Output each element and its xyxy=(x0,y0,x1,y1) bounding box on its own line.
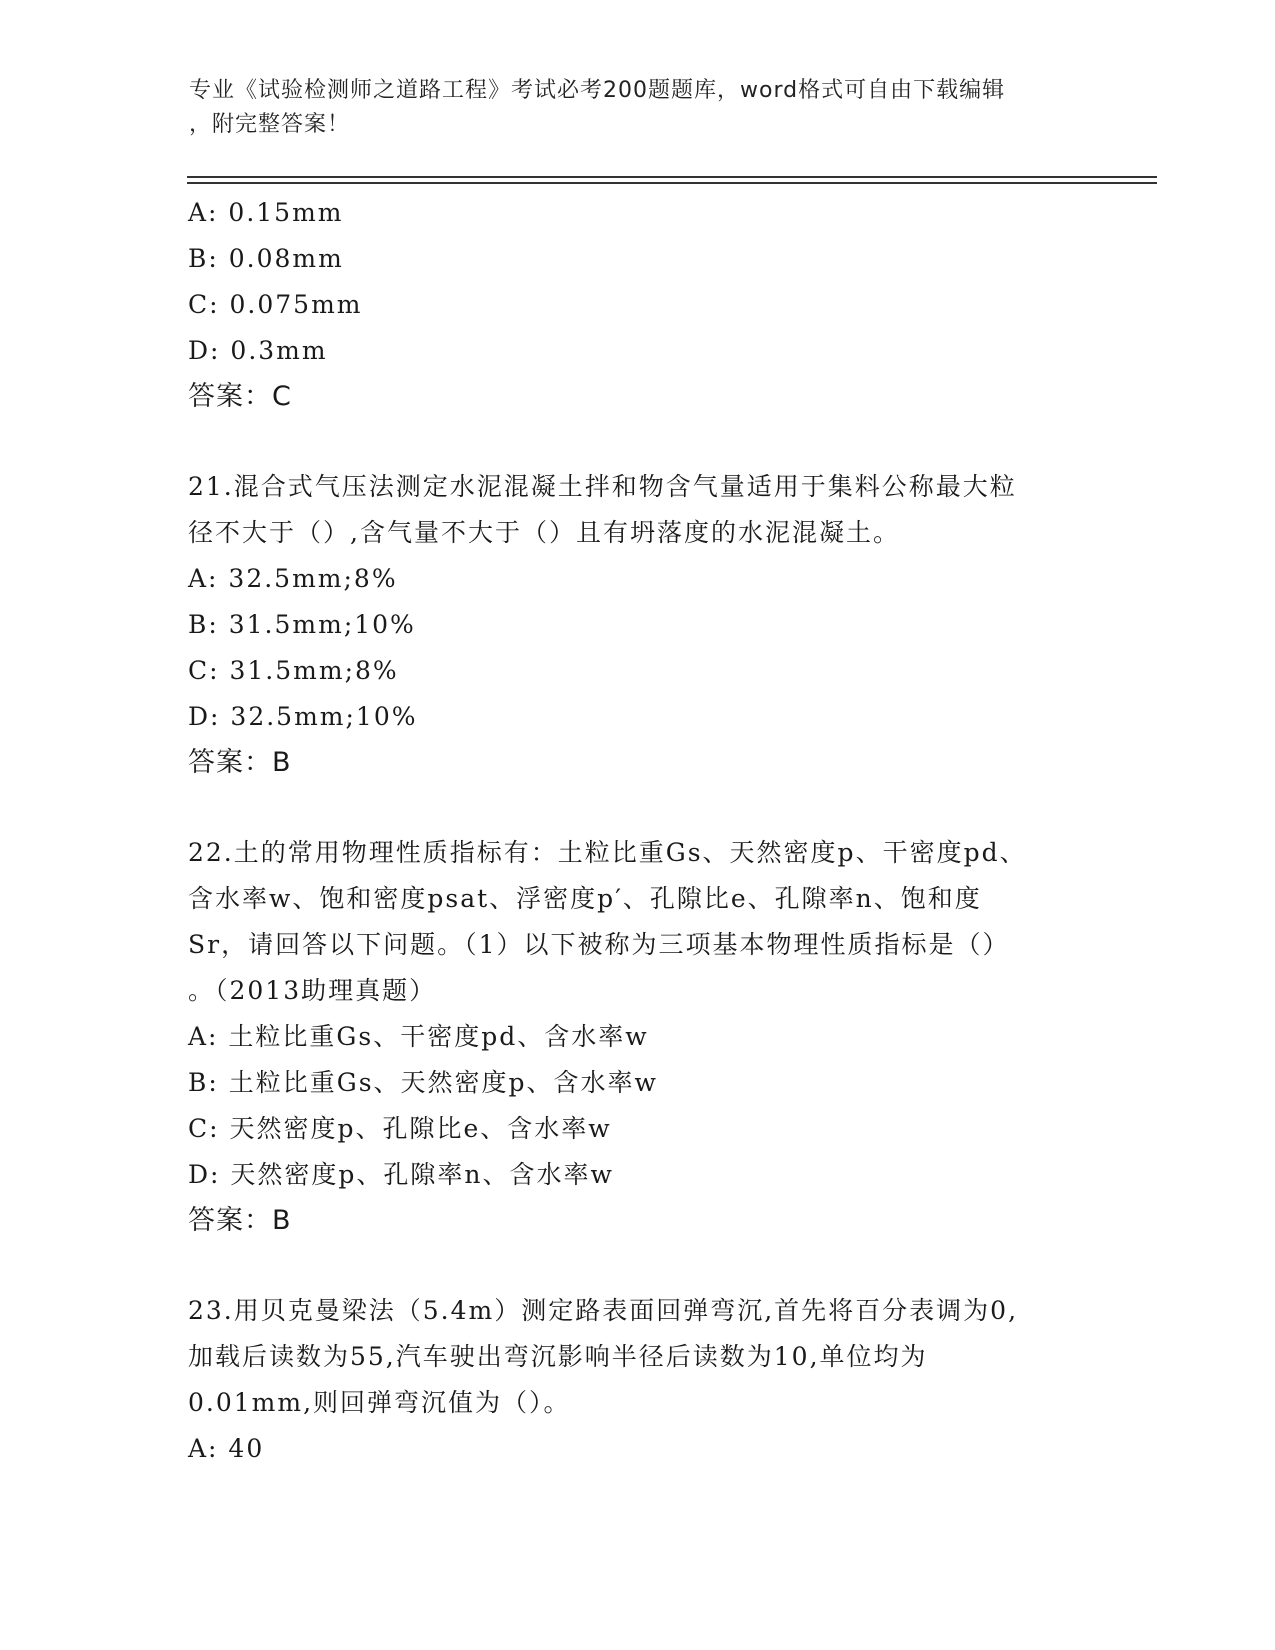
option-d: D: 0.3mm xyxy=(188,336,328,365)
header-title-line1: 专业《试验检测师之道路工程》考试必考200题题库，word格式可自由下载编辑 xyxy=(189,78,1006,103)
question-stem-line: 加载后读数为55,汽车驶出弯沉影响半径后读数为10,单位均为 xyxy=(188,1342,928,1371)
answer-line: 答案：C xyxy=(188,381,292,412)
question-20 xyxy=(188,190,1088,420)
page-header xyxy=(189,74,1089,142)
question-stem-line: 23.用贝克曼梁法（5.4m）测定路表面回弹弯沉,首先将百分表调为0, xyxy=(188,1296,1019,1325)
option-a: A: 32.5mm;8% xyxy=(188,564,398,593)
option-b: B: 0.08mm xyxy=(188,244,344,273)
question-stem-line: Sr，请回答以下问题。（1）以下被称为三项基本物理性质指标是（） xyxy=(188,930,1010,959)
answer-line: 答案：B xyxy=(188,747,292,778)
option-d: D: 天然密度p、孔隙率n、含水率w xyxy=(188,1160,614,1189)
option-b: B: 土粒比重Gs、天然密度p、含水率w xyxy=(188,1068,658,1097)
header-divider-top xyxy=(187,176,1157,178)
option-b: B: 31.5mm;10% xyxy=(188,610,416,639)
header-title-line2: ，附完整答案！ xyxy=(189,112,351,137)
question-21 xyxy=(188,464,1088,786)
option-c: C: 0.075mm xyxy=(188,290,363,319)
option-a: A: 0.15mm xyxy=(188,198,344,227)
option-c: C: 天然密度p、孔隙比e、含水率w xyxy=(188,1114,612,1143)
question-gap xyxy=(188,1244,1088,1288)
question-stem-line: 21.混合式气压法测定水泥混凝土拌和物含气量适用于集料公称最大粒 xyxy=(188,472,1017,501)
question-23 xyxy=(188,1288,1088,1472)
question-stem-line: 含水率w、饱和密度psat、浮密度p′、孔隙比e、孔隙率n、饱和度 xyxy=(188,884,982,913)
header-divider-bottom xyxy=(187,182,1157,184)
question-stem-line: 22.土的常用物理性质指标有：土粒比重Gs、天然密度p、干密度pd、 xyxy=(188,838,1027,867)
question-gap xyxy=(188,420,1088,464)
question-stem-line: 0.01mm,则回弹弯沉值为（）。 xyxy=(188,1388,571,1417)
document-body xyxy=(188,190,1088,1472)
question-stem-line: 。（2013助理真题） xyxy=(188,976,437,1005)
option-c: C: 31.5mm;8% xyxy=(188,656,399,685)
option-a: A: 土粒比重Gs、干密度pd、含水率w xyxy=(188,1022,649,1051)
option-a: A: 40 xyxy=(188,1434,265,1463)
answer-line: 答案：B xyxy=(188,1205,292,1236)
question-stem-line: 径不大于（）,含气量不大于（）且有坍落度的水泥混凝土。 xyxy=(188,518,900,547)
option-d: D: 32.5mm;10% xyxy=(188,702,418,731)
question-22 xyxy=(188,830,1088,1244)
question-gap xyxy=(188,786,1088,830)
